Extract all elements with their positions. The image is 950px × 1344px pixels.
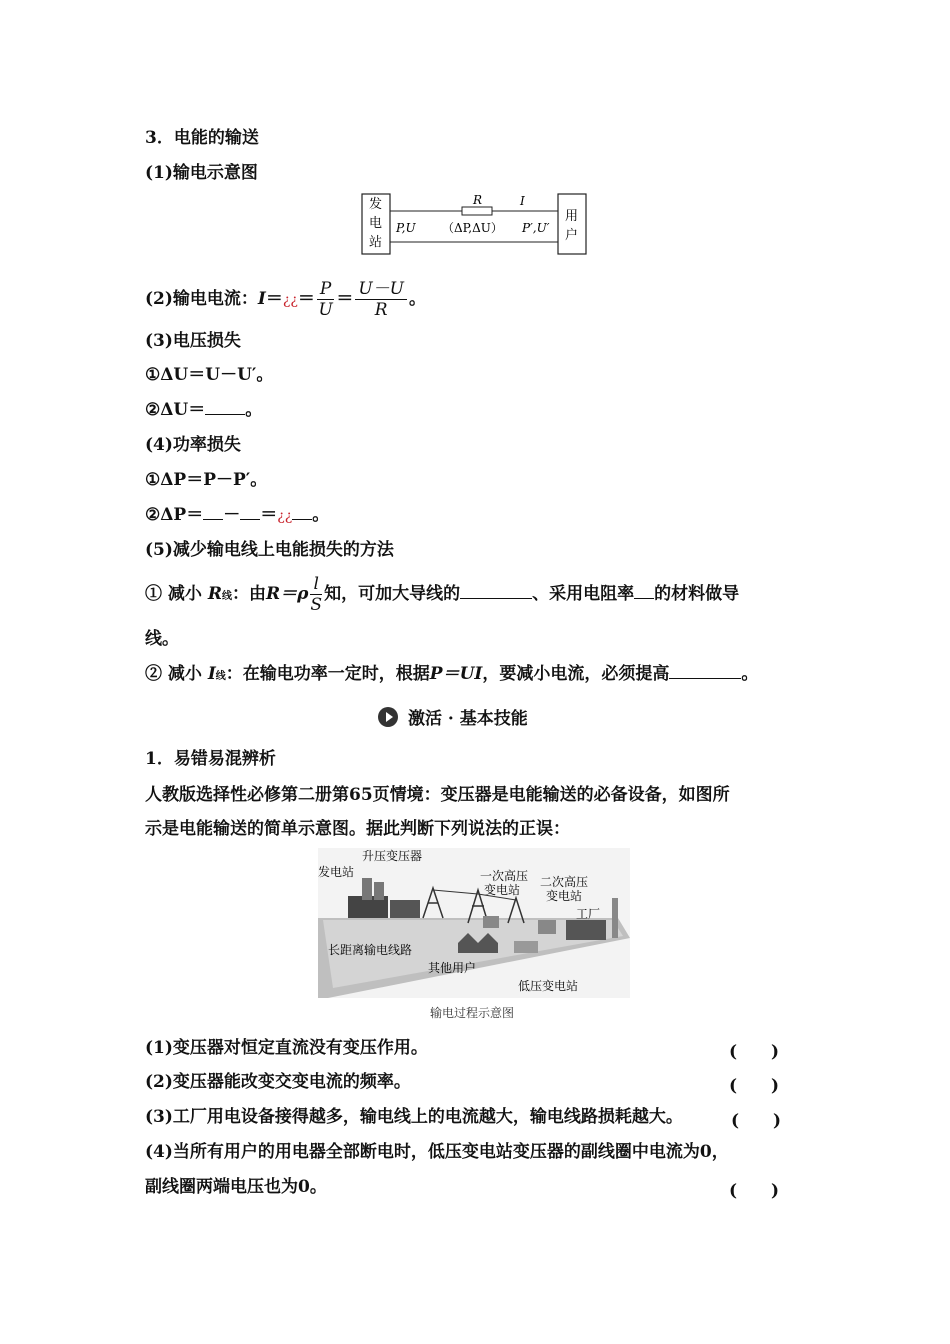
section-heading: 3．电能的输送 bbox=[145, 128, 259, 148]
label-power-station: 发电站 bbox=[318, 865, 355, 879]
fraction-p-over-u: $\frac{P}{U}$ bbox=[318, 279, 333, 320]
item-3: (3)工厂用电设备接得越多，输电线上的电流越大，输电线路损耗越大。 bbox=[145, 1107, 683, 1127]
box-left-char-3: 站 bbox=[369, 235, 383, 250]
fill-blank bbox=[240, 505, 260, 520]
fill-blank bbox=[460, 584, 532, 599]
fill-blank bbox=[292, 505, 312, 520]
transmission-diagram bbox=[360, 192, 588, 256]
question-heading: 1．易错易混辨析 bbox=[145, 749, 276, 769]
current-formula: (2)输电电流：I＝¿¿＝ $\frac{P}{U}$ ＝ $\frac{U-U}{R}$ 。 bbox=[145, 279, 426, 320]
answer-paren-2: ( ) bbox=[729, 1076, 780, 1096]
voltage-loss-2: ②ΔU＝ 。 bbox=[145, 400, 263, 420]
label-dpdu: （ΔP,ΔU） bbox=[442, 221, 503, 235]
label-long-distance-line: 长距离输电线路 bbox=[328, 943, 413, 957]
voltage-loss-1: ①ΔU＝U－U′。 bbox=[145, 365, 274, 385]
answer-paren-1: ( ) bbox=[729, 1042, 780, 1062]
reduce-loss-method-2: ② 减小 I线：在输电功率一定时，根据P＝UI，要减小电流，必须提高 。 bbox=[145, 664, 759, 684]
fill-blank bbox=[669, 664, 741, 679]
subheading-diagram: (1)输电示意图 bbox=[145, 163, 258, 183]
garbled-symbol: ¿¿ bbox=[282, 292, 298, 308]
label-factory: 工厂 bbox=[576, 907, 601, 921]
reduce-loss-method-1-wrap: 线。 bbox=[145, 629, 179, 649]
power-loss-heading: (4)功率损失 bbox=[145, 435, 241, 455]
label-r: R bbox=[473, 193, 483, 207]
fraction-l-over-s: $\frac{l}{S}$ bbox=[310, 574, 323, 615]
label-primary-hv-2: 变电站 bbox=[484, 883, 521, 897]
box-left-char-2: 电 bbox=[369, 216, 383, 231]
fill-blank bbox=[203, 505, 223, 520]
answer-paren-4: ( ) bbox=[729, 1181, 780, 1201]
label-i: I bbox=[520, 194, 525, 208]
label-low-voltage-station: 低压变电站 bbox=[518, 979, 579, 993]
power-transmission-illustration bbox=[318, 848, 630, 998]
label-secondary-hv-1: 二次高压 bbox=[540, 875, 589, 889]
answer-paren-3: ( ) bbox=[731, 1111, 782, 1131]
box-left-char-1: 发 bbox=[369, 197, 383, 212]
item-1: (1)变压器对恒定直流没有变压作用。 bbox=[145, 1038, 428, 1058]
label-primary-hv-1: 一次高压 bbox=[480, 869, 529, 883]
illustration-caption: 输电过程示意图 bbox=[430, 1006, 515, 1020]
label-ppup: P′,U′ bbox=[522, 221, 550, 235]
power-loss-2: ②ΔP＝ － ＝¿¿ 。 bbox=[145, 505, 330, 525]
label-pu: P,U bbox=[396, 221, 416, 235]
intro-line-2: 示是电能输送的简单示意图。据此判断下列说法的正误： bbox=[145, 819, 570, 839]
item-4-wrap: 副线圈两端电压也为0。 bbox=[145, 1177, 327, 1197]
box-right-char-2: 户 bbox=[565, 228, 579, 243]
label-other-users: 其他用户 bbox=[428, 961, 477, 975]
item-4: (4)当所有用户的用电器全部断电时，低压变电站变压器的副线圈中电流为0， bbox=[145, 1142, 729, 1162]
item-2: (2)变压器能改变交变电流的频率。 bbox=[145, 1072, 411, 1092]
garbled-symbol: ¿¿ bbox=[277, 508, 293, 524]
reduce-loss-heading: (5)减少输电线上电能损失的方法 bbox=[145, 540, 394, 560]
reduce-loss-method-1: ① 减小 R线：由R＝ρ $\frac{l}{S}$ 知，可加大导线的 、采用电阻率 的材料做导 bbox=[145, 574, 740, 615]
fill-blank bbox=[634, 584, 654, 599]
fill-blank bbox=[205, 400, 245, 415]
power-loss-1: ①ΔP＝P－P′。 bbox=[145, 470, 268, 490]
label-secondary-hv-2: 变电站 bbox=[546, 889, 583, 903]
label-step-up-transformer: 升压变压器 bbox=[362, 849, 423, 863]
intro-line-1: 人教版选择性必修第二册第65页情境：变压器是电能输送的必备设备，如图所 bbox=[145, 785, 730, 805]
section-title: 激活 · 基本技能 bbox=[378, 704, 528, 729]
box-right-char-1: 用 bbox=[565, 209, 579, 224]
voltage-loss-heading: (3)电压损失 bbox=[145, 331, 241, 351]
play-icon bbox=[378, 707, 398, 727]
fraction-u-diff-over-r: $\frac{U-U}{R}$ bbox=[355, 279, 407, 320]
